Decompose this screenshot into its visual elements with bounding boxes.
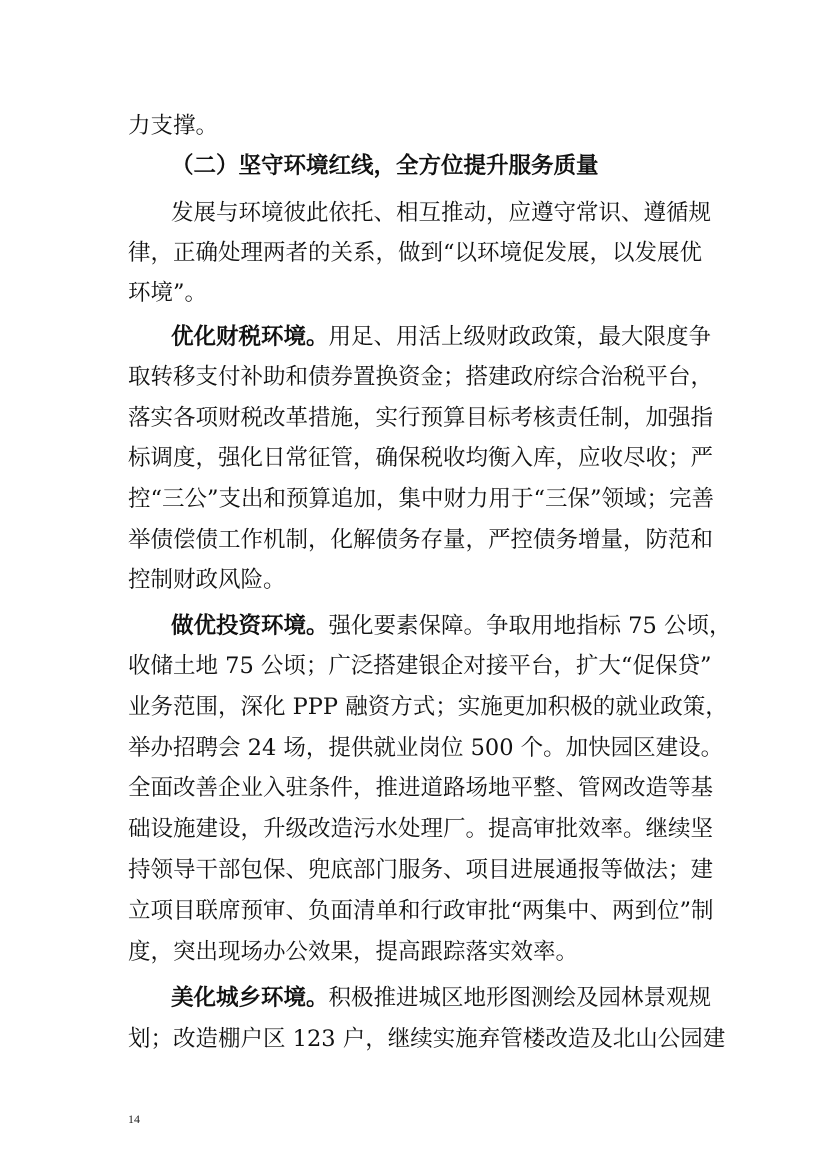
paragraph-text: 用足、用活上级财政政策，最大限度争: [328, 324, 712, 350]
paragraph-line: 环境”。: [128, 280, 208, 306]
paragraph-line: 业务范围，深化 PPP 融资方式；实施更加积极的就业政策，: [128, 694, 728, 720]
page-number: 14: [128, 1112, 140, 1126]
paragraph-line: 控“三公”支出和预算追加，集中财力用于“三保”领域；完善: [128, 486, 715, 512]
paragraph-line: [171, 606, 732, 646]
paragraph-line: [171, 978, 712, 1018]
paragraph-title: 做优投资环境。: [171, 613, 329, 639]
paragraph-line: 全面改善企业入驻条件，推进道路场地平整、管网改造等基: [128, 775, 714, 801]
paragraph-line: 举债偿债工作机制，化解债务存量，严控债务增量，防范和: [128, 527, 714, 553]
paragraph-line: 取转移支付补助和债券置换资金；搭建政府综合治税平台，: [128, 364, 714, 390]
paragraph-title: 优化财税环境。: [171, 324, 329, 350]
paragraph-line: 划；改造棚户区 123 户，继续实施弃管楼改造及北山公园建: [128, 1026, 726, 1052]
paragraph-line: 础设施建设，升级改造污水处理厂。提高审批效率。继续坚: [128, 816, 714, 842]
paragraph-line: 标调度，强化日常征管，确保税收均衡入库，应收尽收；严: [128, 445, 714, 471]
paragraph-line: 举办招聘会 24 场，提供就业岗位 500 个。加快园区建设。: [128, 735, 724, 761]
paragraph-line: 力支撑。: [128, 113, 219, 139]
paragraph-line: 立项目联席预审、负面清单和行政审批“两集中、两到位”制: [128, 898, 714, 924]
paragraph-text: 强化要素保障。争取用地指标 75 公顷，: [328, 613, 732, 639]
section-heading: （二）坚守环境红线，全方位提升服务质量: [171, 153, 599, 179]
paragraph-line: 度，突出现场办公效果，提高跟踪落实效率。: [128, 939, 579, 965]
paragraph-line: 收储土地 75 公顷；广泛搭建银企对接平台，扩大“促保贷”: [128, 653, 712, 679]
paragraph-line: 律，正确处理两者的关系，做到“以环境促发展，以发展优: [128, 240, 703, 266]
paragraph-text: 积极推进城区地形图测绘及园林景观规: [328, 985, 712, 1011]
paragraph-line: 控制财政风险。: [128, 567, 286, 593]
paragraph-title: 美化城乡环境。: [171, 985, 329, 1011]
paragraph-line: [171, 317, 712, 357]
paragraph-line: 落实各项财税改革措施，实行预算目标考核责任制，加强指: [128, 405, 714, 431]
paragraph-line: 持领导干部包保、兜底部门服务、项目进展通报等做法；建: [128, 857, 714, 883]
paragraph-line: 发展与环境彼此依托、相互推动，应遵守常识、遵循规: [171, 200, 712, 226]
